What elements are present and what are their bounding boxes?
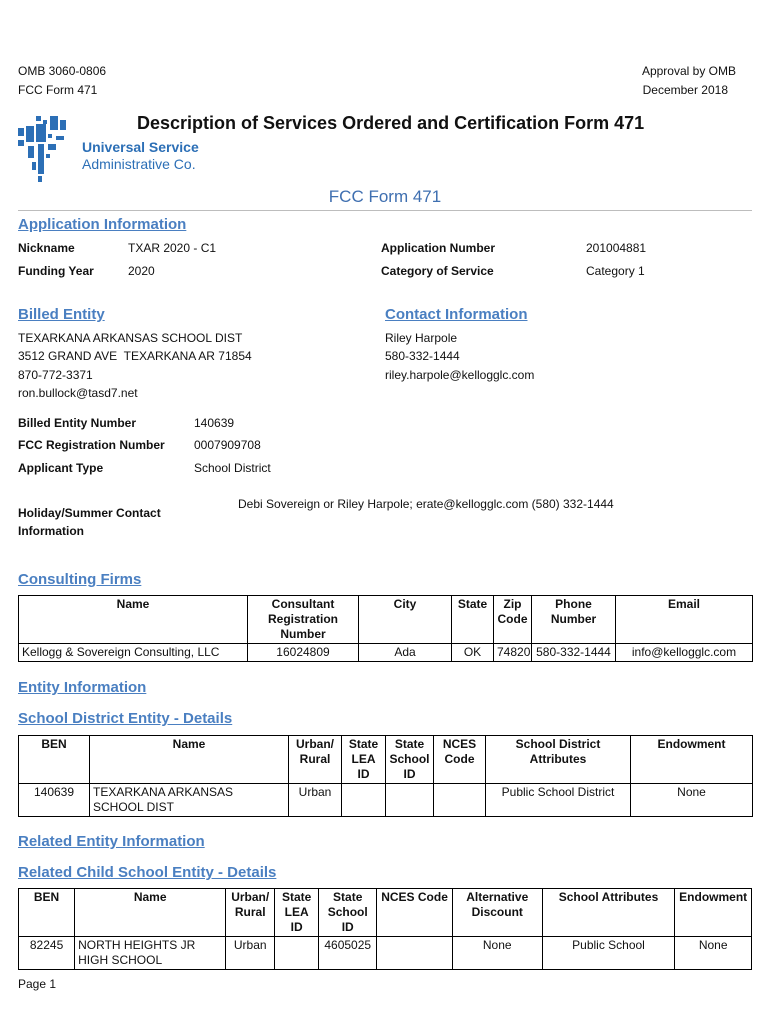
billed-entity-phone: 870-772-3371 — [18, 368, 93, 382]
table-cell: 580-332-1444 — [532, 644, 616, 662]
table-cell: info@kellogglc.com — [616, 644, 753, 662]
col-header: School District Attributes — [486, 736, 631, 784]
col-header: Zip Code — [494, 596, 532, 644]
fcc-registration-label: FCC Registration Number — [18, 438, 165, 452]
col-header: City — [359, 596, 452, 644]
col-header: BEN — [19, 736, 90, 784]
col-header: Name — [19, 596, 248, 644]
table-header-row — [19, 736, 753, 784]
table-cell: None — [675, 937, 752, 970]
omb-number: OMB 3060-0806 — [18, 64, 107, 78]
billed-entity-email: ron.bullock@tasd7.net — [18, 386, 138, 400]
fcc-registration-value: 0007909708 — [194, 438, 261, 452]
logo-text-line2: Administrative Co. — [82, 156, 196, 172]
table-cell: 4605025 — [319, 937, 377, 970]
col-header: Alternative Discount — [452, 889, 542, 937]
table-cell: 74820 — [494, 644, 532, 662]
table-cell — [377, 937, 453, 970]
table-row — [19, 644, 753, 662]
table-cell: OK — [452, 644, 494, 662]
table-cell — [342, 784, 386, 817]
table-cell — [434, 784, 486, 817]
billed-entity-address: 3512 GRAND AVE TEXARKANA AR 71854 — [18, 349, 252, 363]
table-cell: 16024809 — [248, 644, 359, 662]
table-cell: NORTH HEIGHTS JR HIGH SCHOOL — [75, 937, 226, 970]
table-row — [19, 784, 753, 817]
table-cell: 140639 — [19, 784, 90, 817]
section-contact-info: Contact Information — [385, 306, 528, 323]
holiday-contact-label-2: Information — [18, 524, 84, 538]
col-header: Endowment — [631, 736, 753, 784]
section-entity-info: Entity Information — [18, 679, 147, 696]
section-billed-entity: Billed Entity — [18, 306, 105, 323]
holiday-contact-label: Holiday/Summer Contact — [18, 506, 161, 520]
category-value: Category 1 — [586, 264, 645, 278]
nickname-value: TXAR 2020 - C1 — [128, 241, 217, 255]
col-header: State School ID — [319, 889, 377, 937]
nickname-label: Nickname — [18, 241, 75, 255]
form-label: FCC Form 471 — [18, 83, 98, 97]
col-header: State — [452, 596, 494, 644]
col-header: State School ID — [386, 736, 434, 784]
col-header: BEN — [19, 889, 75, 937]
contact-email: riley.harpole@kellogglc.com — [385, 368, 535, 382]
col-header: Email — [616, 596, 753, 644]
form-date: December 2018 — [642, 83, 728, 97]
funding-year-value: 2020 — [128, 264, 155, 278]
col-header: State LEA ID — [275, 889, 319, 937]
holiday-contact-value: Debi Sovereign or Riley Harpole; erate@kellogglc.com (580) 332-1444 — [238, 497, 614, 511]
application-number-label: Application Number — [381, 241, 496, 255]
table-cell: None — [452, 937, 542, 970]
page-number: Page 1 — [18, 977, 57, 991]
applicant-type-label: Applicant Type — [18, 461, 104, 475]
applicant-type-value: School District — [194, 461, 271, 475]
consulting-firms-table — [18, 595, 753, 662]
category-label: Category of Service — [381, 264, 494, 278]
school-district-table — [18, 735, 753, 817]
contact-name: Riley Harpole — [385, 331, 458, 345]
col-header: NCES Code — [377, 889, 453, 937]
table-cell: Public School District — [486, 784, 631, 817]
table-cell: Urban — [289, 784, 342, 817]
funding-year-label: Funding Year — [18, 264, 94, 278]
col-header: NCES Code — [434, 736, 486, 784]
contact-phone: 580-332-1444 — [385, 349, 460, 363]
table-row — [19, 937, 752, 970]
col-header: State LEA ID — [342, 736, 386, 784]
section-application-info: Application Information — [18, 216, 187, 233]
omb-approval: Approval by OMB — [641, 64, 736, 78]
table-header-row — [19, 889, 752, 937]
form-title: FCC Form 471 — [328, 187, 442, 206]
section-related-child-details: Related Child School Entity - Details — [18, 864, 277, 881]
col-header: Phone Number — [532, 596, 616, 644]
table-cell: Kellogg & Sovereign Consulting, LLC — [19, 644, 248, 662]
table-cell: TEXARKANA ARKANSAS SCHOOL DIST — [90, 784, 289, 817]
table-header-row — [19, 596, 753, 644]
table-cell — [275, 937, 319, 970]
col-header: Endowment — [675, 889, 752, 937]
col-header: Name — [75, 889, 226, 937]
col-header: Name — [90, 736, 289, 784]
table-cell: Public School — [542, 937, 675, 970]
col-header: School Attributes — [542, 889, 675, 937]
col-header: Urban/ Rural — [226, 889, 275, 937]
table-cell: Urban — [226, 937, 275, 970]
logo-text-line1: Universal Service — [82, 139, 199, 155]
table-cell: Ada — [359, 644, 452, 662]
table-cell: 82245 — [19, 937, 75, 970]
section-related-entity-info: Related Entity Information — [18, 833, 205, 850]
col-header: Consultant Registration Number — [248, 596, 359, 644]
ben-value: 140639 — [194, 416, 235, 430]
col-header: Urban/ Rural — [289, 736, 342, 784]
section-consulting-firms: Consulting Firms — [18, 571, 142, 588]
section-school-district-details: School District Entity - Details — [18, 710, 233, 727]
document-title: Description of Services Ordered and Certification Form 471 — [137, 113, 645, 133]
table-cell: None — [631, 784, 753, 817]
ben-label: Billed Entity Number — [18, 416, 137, 430]
title-divider — [18, 210, 752, 211]
billed-entity-name: TEXARKANA ARKANSAS SCHOOL DIST — [18, 331, 243, 345]
usac-logo-icon — [16, 114, 76, 184]
table-cell — [386, 784, 434, 817]
related-child-table — [18, 888, 752, 970]
application-number-value: 201004881 — [586, 241, 647, 255]
